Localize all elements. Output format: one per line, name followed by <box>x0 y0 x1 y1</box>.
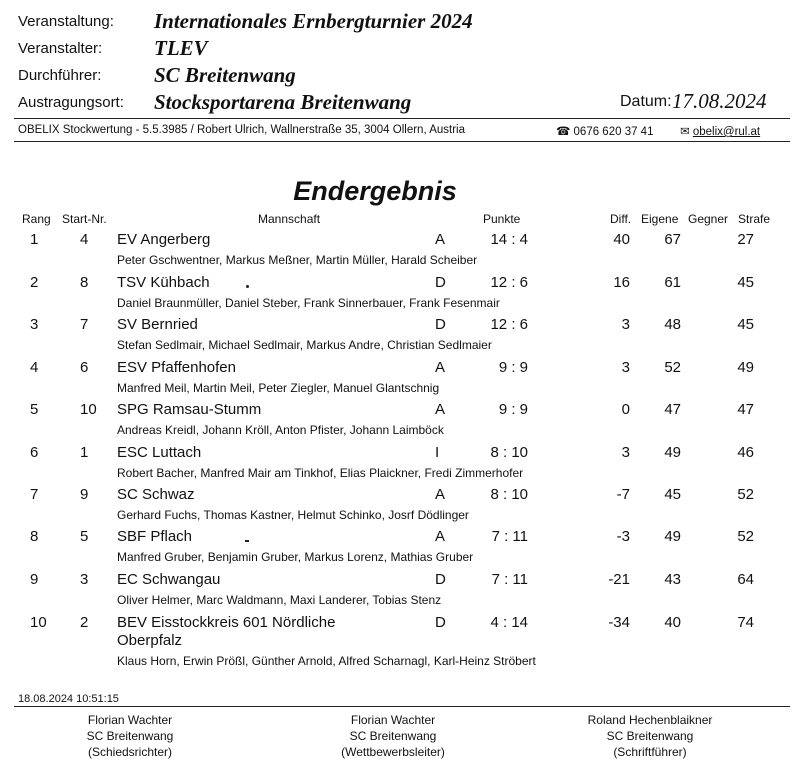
team-group: A <box>435 231 446 248</box>
team-name: SBF Pflach <box>117 528 193 545</box>
own-score: 43 <box>664 571 681 588</box>
organizer-name: TLEV <box>154 36 208 60</box>
rank: 7 <box>30 486 39 503</box>
team-name: SC Schwaz <box>117 486 195 503</box>
difference: -21 <box>608 571 630 588</box>
team-name: TSV Kühbach <box>117 274 210 291</box>
own-score: 49 <box>664 444 681 461</box>
opponent-score: 47 <box>737 401 754 418</box>
start-number: 10 <box>80 401 97 418</box>
software-info: OBELIX Stockwertung - 5.5.3985 / Robert Ulrich, Wallnerstraße 35, 3004 Ollern, Austria <box>18 124 466 136</box>
opponent-score: 74 <box>737 614 754 631</box>
opponent-score: 52 <box>737 486 754 503</box>
venue-label: Austragungsort: <box>18 94 124 111</box>
col-own: Eigene <box>641 212 679 226</box>
event-name: Internationales Ernbergturnier 2024 <box>154 9 473 33</box>
header-rule-bottom <box>14 141 790 142</box>
own-score: 52 <box>664 359 681 376</box>
date-value: 17.08.2024 <box>672 89 767 113</box>
start-number: 2 <box>80 614 89 631</box>
own-score: 49 <box>664 528 681 545</box>
team-name-continued: Oberpfalz <box>117 632 183 649</box>
player-list: Oliver Helmer, Marc Waldmann, Maxi Landerer, Tobias Stenz <box>117 593 442 607</box>
rank: 9 <box>30 571 39 588</box>
rank: 8 <box>30 528 39 545</box>
difference: 3 <box>621 359 630 376</box>
player-list: Manfred Gruber, Benjamin Gruber, Markus Lorenz, Mathias Gruber <box>117 550 474 564</box>
email-contact[interactable] <box>680 124 760 138</box>
own-score: 61 <box>664 274 681 291</box>
date-label: Datum: <box>620 93 672 110</box>
host-name: SC Breitenwang <box>154 63 296 87</box>
opponent-score: 27 <box>737 231 754 248</box>
signature-referee <box>70 712 190 760</box>
signature-club: SC Breitenwang <box>86 729 174 743</box>
points: 7 : 11 <box>491 571 528 588</box>
email-link[interactable]: obelix@rul.at <box>692 126 761 138</box>
start-number: 8 <box>80 274 89 291</box>
team-name: ESC Luttach <box>117 444 202 461</box>
player-list: Manfred Meil, Martin Meil, Peter Ziegler, Manuel Glantschnig <box>117 381 440 395</box>
col-points: Punkte <box>483 212 521 226</box>
signature-competition-lead <box>318 712 468 760</box>
start-number: 3 <box>80 571 89 588</box>
start-number: 6 <box>80 359 89 376</box>
signature-secretary <box>570 712 730 760</box>
print-timestamp: 18.08.2024 10:51:15 <box>18 693 119 705</box>
col-team: Mannschaft <box>258 212 321 226</box>
scan-mark <box>245 540 249 542</box>
points: 12 : 6 <box>490 274 528 291</box>
header-rule-top <box>14 118 790 119</box>
rank: 3 <box>30 316 39 333</box>
start-number: 7 <box>80 316 89 333</box>
start-number: 4 <box>80 231 89 248</box>
player-list: Klaus Horn, Erwin Prößl, Günther Arnold, Alfred Scharnagl, Karl-Heinz Ströbert <box>117 654 536 668</box>
mail-icon: ✉ <box>680 126 690 138</box>
start-number: 9 <box>80 486 89 503</box>
points: 12 : 6 <box>490 316 528 333</box>
difference: 16 <box>613 274 630 291</box>
col-start: Start-Nr. <box>62 212 107 226</box>
team-group: A <box>435 401 446 418</box>
opponent-score: 45 <box>737 274 754 291</box>
page-title: Endergebnis <box>293 176 457 206</box>
player-list: Peter Gschwentner, Markus Meßner, Martin Müller, Harald Scheiber <box>117 253 478 267</box>
opponent-score: 49 <box>737 359 754 376</box>
player-list: Robert Bacher, Manfred Mair am Tinkhof, Elias Plaickner, Fredi Zimmerhofer <box>117 466 524 480</box>
own-score: 47 <box>664 401 681 418</box>
team-group: A <box>435 528 446 545</box>
difference: -34 <box>608 614 630 631</box>
signature-role: (Schiedsrichter) <box>87 745 173 759</box>
own-score: 40 <box>664 614 681 631</box>
difference: -3 <box>616 528 630 545</box>
rank: 1 <box>30 231 39 248</box>
difference: 3 <box>621 316 630 333</box>
team-name: EV Angerberg <box>117 231 211 248</box>
rank: 10 <box>30 614 47 631</box>
scan-speck <box>246 285 249 288</box>
col-rang: Rang <box>22 212 51 226</box>
points: 9 : 9 <box>498 401 528 418</box>
team-group: D <box>435 571 446 588</box>
organizer-label: Veranstalter: <box>18 40 103 57</box>
opponent-score: 52 <box>737 528 754 545</box>
difference: -7 <box>616 486 630 503</box>
points: 9 : 9 <box>498 359 528 376</box>
phone-icon: ☎ <box>556 126 571 138</box>
points: 4 : 14 <box>490 614 528 631</box>
signature-club: SC Breitenwang <box>349 729 437 743</box>
difference: 3 <box>621 444 630 461</box>
team-group: D <box>435 274 446 291</box>
rank: 2 <box>30 274 39 291</box>
signature-name: Florian Wachter <box>87 713 173 727</box>
team-name: ESV Pfaffenhofen <box>117 359 236 376</box>
signature-name: Roland Hechenblaikner <box>587 713 713 727</box>
team-name: BEV Eisstockkreis 601 Nördliche <box>117 614 336 631</box>
rank: 5 <box>30 401 39 418</box>
signature-role: (Wettbewerbsleiter) <box>341 745 445 759</box>
venue-name: Stocksportarena Breitenwang <box>154 90 412 114</box>
phone-contact <box>556 124 653 138</box>
player-list: Gerhard Fuchs, Thomas Kastner, Helmut Schinko, Josrf Dödlinger <box>117 508 469 522</box>
team-name: EC Schwangau <box>117 571 221 588</box>
player-list: Daniel Braunmüller, Daniel Steber, Frank Sinnerbauer, Frank Fesenmair <box>117 296 500 310</box>
own-score: 48 <box>664 316 681 333</box>
phone-number: 0676 620 37 41 <box>573 126 654 138</box>
event-label: Veranstaltung: <box>18 13 114 30</box>
own-score: 45 <box>664 486 681 503</box>
opponent-score: 46 <box>737 444 754 461</box>
team-name: SPG Ramsau-Stumm <box>117 401 262 418</box>
difference: 40 <box>613 231 630 248</box>
points: 8 : 10 <box>490 486 528 503</box>
points: 7 : 11 <box>491 528 528 545</box>
host-label: Durchführer: <box>18 67 102 84</box>
col-penalty: Strafe <box>738 212 771 226</box>
footer-rule <box>14 706 790 707</box>
team-group: D <box>435 614 446 631</box>
difference: 0 <box>621 401 630 418</box>
col-opp: Gegner <box>688 212 729 226</box>
points: 14 : 4 <box>490 231 528 248</box>
start-number: 1 <box>80 444 89 461</box>
player-list: Stefan Sedlmair, Michael Sedlmair, Markus Andre, Christian Sedlmaier <box>117 338 492 352</box>
rank: 4 <box>30 359 39 376</box>
start-number: 5 <box>80 528 89 545</box>
col-diff: Diff. <box>610 212 632 226</box>
team-group: D <box>435 316 446 333</box>
signature-club: SC Breitenwang <box>606 729 694 743</box>
opponent-score: 45 <box>737 316 754 333</box>
points: 8 : 10 <box>490 444 528 461</box>
own-score: 67 <box>664 231 681 248</box>
team-name: SV Bernried <box>117 316 198 333</box>
signature-name: Florian Wachter <box>350 713 436 727</box>
team-group: A <box>435 486 446 503</box>
opponent-score: 64 <box>737 571 754 588</box>
team-group: A <box>435 359 446 376</box>
signature-role: (Schriftführer) <box>613 745 687 759</box>
rank: 6 <box>30 444 39 461</box>
player-list: Andreas Kreidl, Johann Kröll, Anton Pfister, Johann Laimböck <box>117 423 444 437</box>
team-group: I <box>435 444 440 461</box>
